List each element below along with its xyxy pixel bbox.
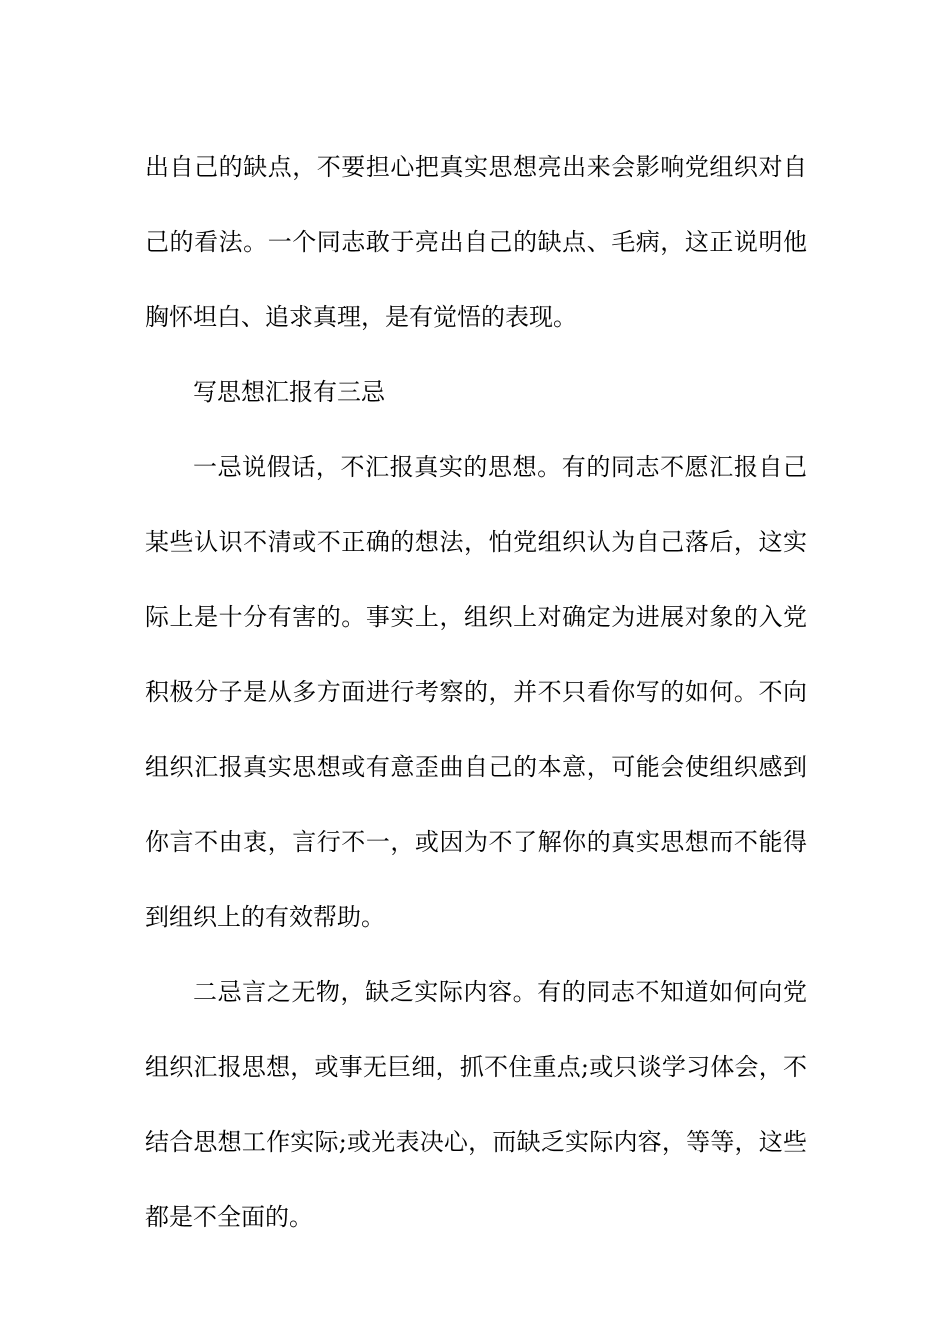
text-line: 积极分子是从多方面进行考察的，并不只看你写的如何。不向 bbox=[145, 678, 807, 706]
text-line: 己的看法。一个同志敢于亮出自己的缺点、毛病，这正说明他 bbox=[145, 228, 807, 256]
section-heading: 写思想汇报有三忌 bbox=[193, 378, 385, 406]
text-line: 结合思想工作实际;或光表决心，而缺乏实际内容，等等，这些 bbox=[145, 1128, 807, 1156]
text-line: 一忌说假话，不汇报真实的思想。有的同志不愿汇报自己 bbox=[193, 453, 807, 481]
text-line: 出自己的缺点，不要担心把真实思想亮出来会影响党组织对自 bbox=[145, 153, 807, 181]
text-line: 你言不由衷，言行不一，或因为不了解你的真实思想而不能得 bbox=[145, 828, 807, 856]
text-line: 组织汇报真实思想或有意歪曲自己的本意，可能会使组织感到 bbox=[145, 753, 807, 781]
text-line: 都是不全面的。 bbox=[145, 1203, 313, 1231]
text-line: 某些认识不清或不正确的想法，怕党组织认为自己落后，这实 bbox=[145, 528, 807, 556]
document-body bbox=[145, 130, 807, 1255]
text-line: 二忌言之无物，缺乏实际内容。有的同志不知道如何向党 bbox=[193, 978, 807, 1006]
text-line: 组织汇报思想，或事无巨细，抓不住重点;或只谈学习体会，不 bbox=[145, 1053, 807, 1081]
text-line: 胸怀坦白、追求真理，是有觉悟的表现。 bbox=[145, 303, 577, 331]
text-line: 际上是十分有害的。事实上，组织上对确定为进展对象的入党 bbox=[145, 603, 807, 631]
text-line: 到组织上的有效帮助。 bbox=[145, 903, 385, 931]
